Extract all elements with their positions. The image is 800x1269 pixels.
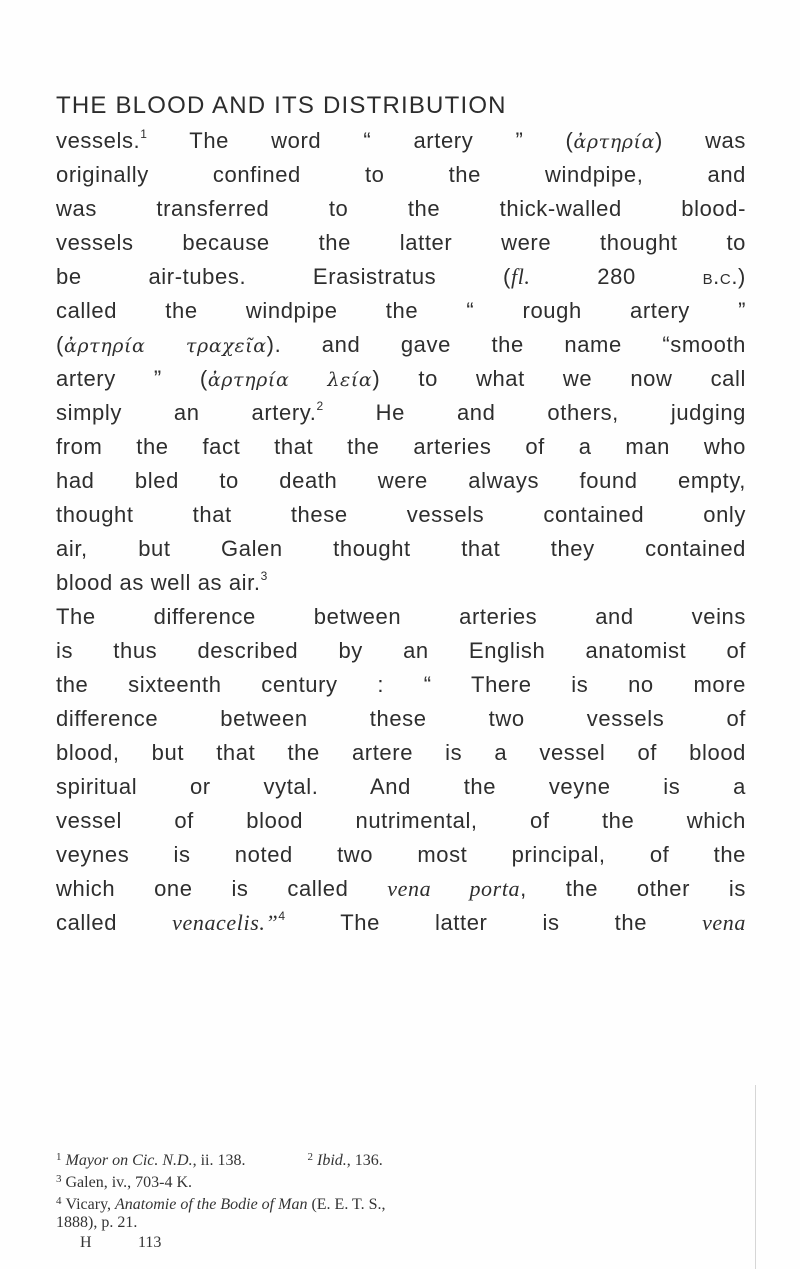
footnote-ref-3: 3 — [260, 569, 268, 583]
footnote-4: $^4$ Vicary, Anatomie of the Bodie of Man (E. E. T. S., — [56, 1195, 386, 1213]
text-line-14: blood as well as air.$^3$ — [56, 569, 268, 595]
text-line-13: air, but Galen thought that they contained — [56, 536, 746, 561]
text-line-8: artery ” (ἀρτηρία λεία) to what we now call — [56, 366, 746, 391]
body-text — [56, 124, 746, 940]
text-line-3: was transferred to the thick-walled blood- — [56, 196, 746, 221]
text-line-17: the sixteenth century : “ There is no more — [56, 672, 746, 697]
footnote-ref-1: 1 — [140, 127, 148, 141]
text-line-16: is thus described by an English anatomist of — [56, 638, 746, 663]
text-line-6: called the windpipe the “ rough artery ” — [56, 298, 746, 323]
text-line-19: blood, but that the artere is a vessel of blood — [56, 740, 746, 765]
footnote-3: $^3$ Galen, iv., 703-4 K. — [56, 1173, 192, 1191]
footnote-4-continued: 1888), p. 21. — [56, 1214, 138, 1231]
text-line-18: difference between these two vessels of — [56, 706, 746, 731]
footnote-ref-2: 2 — [316, 399, 324, 413]
text-line-5: be air-tubes. Erasistratus (fl. 280 b.c.) — [56, 264, 746, 289]
text-line-9: simply an artery.$^2$ He and others, judging — [56, 399, 746, 425]
text-line-21: vessel of blood nutrimental, of the which — [56, 808, 746, 833]
text-line-23: which one is called vena porta, the other is — [56, 876, 746, 901]
signature-mark: H — [80, 1234, 92, 1251]
text-line-15: The difference between arteries and veins — [56, 604, 746, 629]
text-line-22: veynes is noted two most principal, of the — [56, 842, 746, 867]
text-line-10: from the fact that the arteries of a man who — [56, 434, 746, 459]
page-number: 113 — [138, 1234, 162, 1251]
folio-row — [80, 1234, 161, 1252]
text-line-7: (ἀρτηρία τραχεῖα). and gave the name “smooth — [56, 332, 746, 357]
text-line-12: thought that these vessels contained only — [56, 502, 746, 527]
text-line-24: called venacelis.”$^4$ The latter is the vena — [56, 909, 746, 935]
text-line-1: vessels.$^1$ The word “ artery ” (ἀρτηρία) was — [56, 127, 746, 153]
footnotes — [56, 1146, 746, 1234]
text-line-20: spiritual or vytal. And the veyne is a — [56, 774, 746, 799]
text-line-4: vessels because the latter were thought to — [56, 230, 746, 255]
running-head: THE BLOOD AND ITS DISTRIBUTION — [56, 92, 507, 119]
page-edge-line — [755, 1085, 756, 1269]
footnote-ref-4: 4 — [278, 909, 286, 923]
text-line-2: originally confined to the windpipe, and — [56, 162, 746, 187]
text-line-11: had bled to death were always found empty, — [56, 468, 746, 493]
footnote-1-2: $^1$ Mayor on Cic. N.D., ii. 138. $^2$ Ibid., 136. — [56, 1151, 383, 1169]
